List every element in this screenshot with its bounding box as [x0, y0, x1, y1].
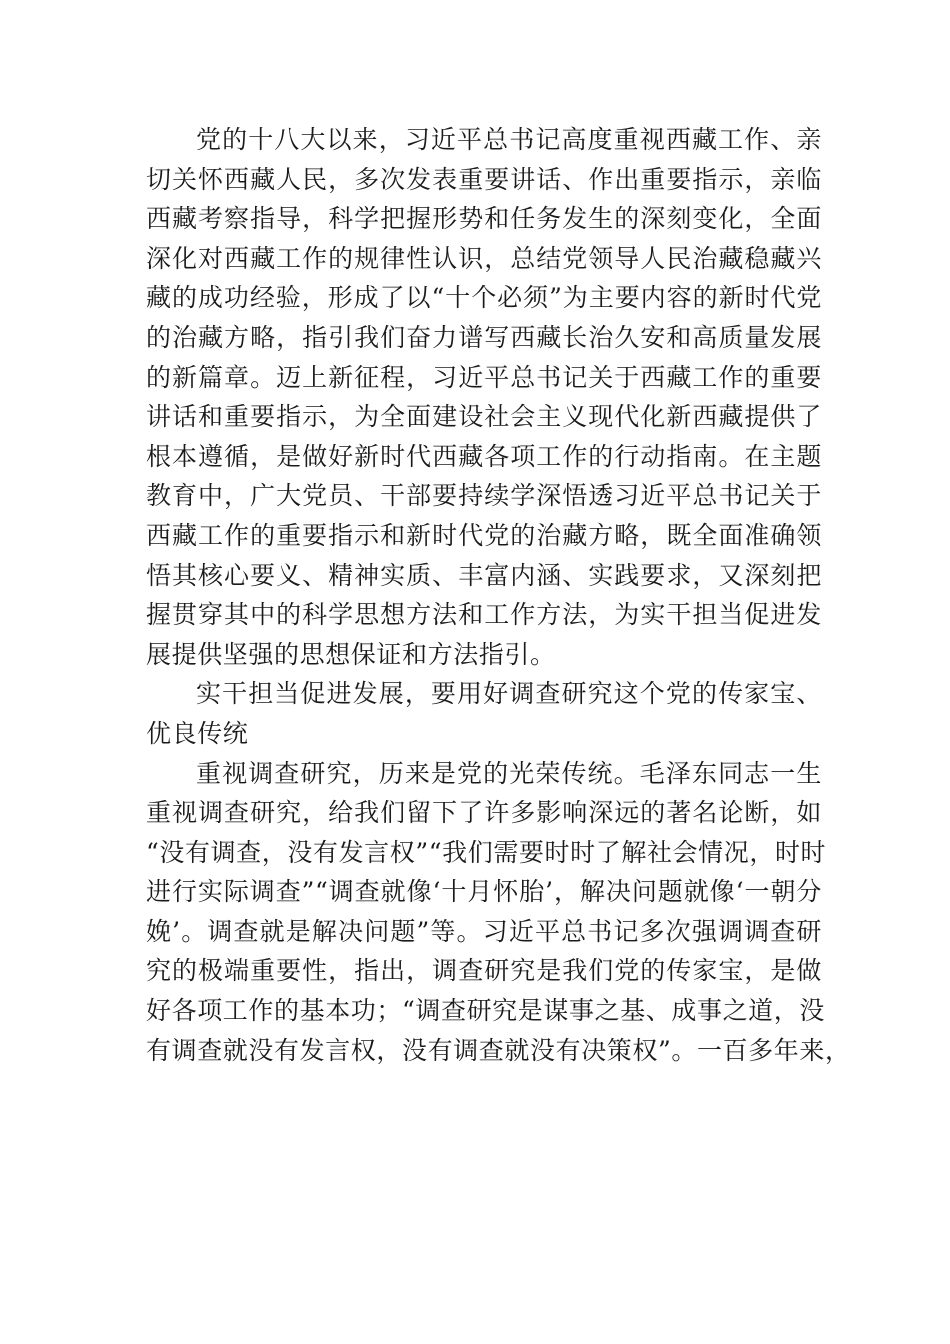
heading-line: 实干担当促进发展，要用好调查研究这个党的传家宝、 [196, 679, 822, 709]
text-line: 党的十八大以来，习近平总书记高度重视西藏工作、亲 [196, 125, 822, 154]
paragraph-1 [146, 120, 822, 674]
text-line: 悟其核心要义、精神实质、丰富内涵、实践要求，又深刻把 [146, 560, 822, 590]
text-line: 重视调查研究，给我们留下了许多影响深远的著名论断，如 [146, 798, 822, 828]
text-line: 的治藏方略，指引我们奋力谱写西藏长治久安和高质量发展 [146, 322, 822, 352]
text-line: 究的极端重要性，指出，调查研究是我们党的传家宝，是做 [146, 956, 822, 986]
text-line: 讲话和重要指示，为全面建设社会主义现代化新西藏提供了 [146, 402, 822, 432]
text-line: 好各项工作的基本功；“调查研究是谋事之基、成事之道，没 [146, 996, 825, 1026]
text-line: 藏的成功经验，形成了以“十个必须”为主要内容的新时代党 [146, 283, 822, 313]
text-line: 进行实际调查”“调查就像‘十月怀胎’，解决问题就像‘一朝分 [146, 877, 822, 907]
text-line: 展提供坚强的思想保证和方法指引。 [146, 639, 556, 669]
text-line: 的新篇章。迈上新征程，习近平总书记关于西藏工作的重要 [146, 362, 822, 392]
text-line: 根本遵循，是做好新时代西藏各项工作的行动指南。在主题 [146, 441, 822, 471]
text-line: 有调查就没有发言权，没有调查就没有决策权”。一百多年来， [146, 1035, 851, 1065]
document-body [146, 120, 851, 1070]
heading-line: 优良传统 [146, 718, 249, 748]
text-line: 娩’。调查就是解决问题”等。习近平总书记多次强调调查研 [146, 916, 822, 946]
text-line: “没有调查，没有发言权”“我们需要时时了解社会情况，时时 [146, 837, 827, 867]
text-line: 重视调查研究，历来是党的光荣传统。毛泽东同志一生 [196, 758, 822, 788]
text-line: 教育中，广大党员、干部要持续学深悟透习近平总书记关于 [146, 481, 822, 511]
text-line: 西藏考察指导，科学把握形势和任务发生的深刻变化，全面 [146, 204, 822, 234]
paragraph-3 [146, 754, 851, 1071]
text-line: 切关怀西藏人民，多次发表重要讲话、作出重要指示，亲临 [146, 164, 822, 194]
text-line: 深化对西藏工作的规律性认识，总结党领导人民治藏稳藏兴 [146, 243, 822, 273]
text-line: 西藏工作的重要指示和新时代党的治藏方略，既全面准确领 [146, 520, 822, 550]
section-heading [146, 674, 822, 753]
text-line: 握贯穿其中的科学思想方法和工作方法，为实干担当促进发 [146, 600, 822, 630]
